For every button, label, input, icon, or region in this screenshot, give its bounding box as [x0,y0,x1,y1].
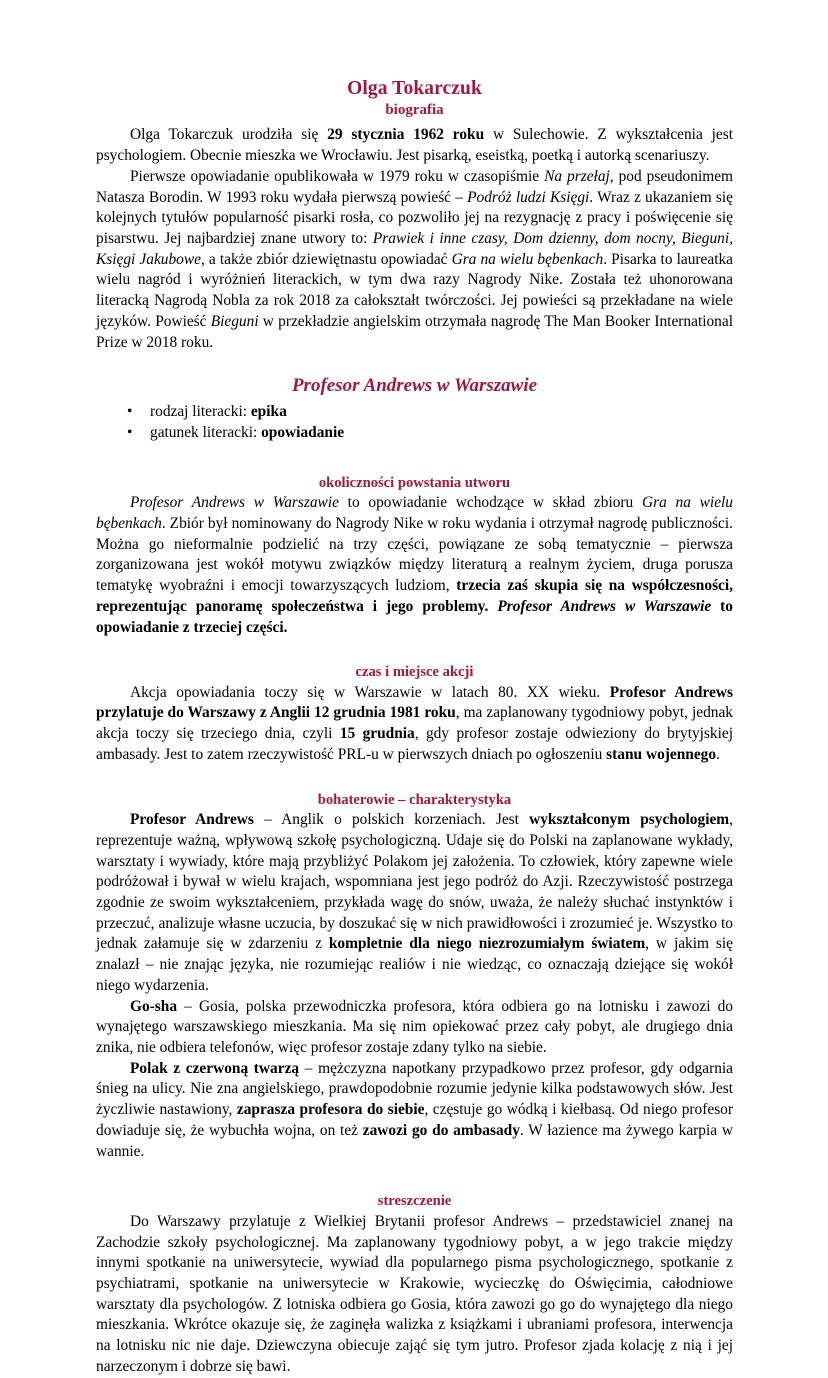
list-item [96,402,733,423]
bio-p2-text-a: Pierwsze opowiadanie opublikowała w 1979 roku w czasopiśmie [130,167,545,185]
time-place-text-c: , gdy profesor zostaje odwieziony do brytyjskiej ambasady. Jest to zatem rzeczywistość PRL-u w pierwszych dniach po ogłoszeniu [96,725,734,763]
literary-genre-value: opowiadanie [261,423,345,441]
document-subtitle: biografia [385,102,444,119]
work-attributes-list [96,402,733,444]
known-works-titles: Prawiek i inne czasy, Dom dzienny, dom nocny, Bieguni, Księgi Jakubowe [96,230,733,268]
pole-drives-to-embassy: zawozi go do ambasady [362,1121,520,1139]
bio-p2-text-b: , pod pseudonimem Natasza Borodin. W 1993 roku wydała pierwszą powieść – [96,167,733,206]
origins-text-b: . Zbiór był nominowany do Nagrody Nike w roku wydania i otrzymał nagrodę publiczności. Można go nieformalnie podzielić na trzy części, powiązane ze sobą tematycznie – pierwsza zorganizowana jest wokół motywu związków między literaturą a realnym życiem, druga porusza tematykę wyobraźni i emocji towarzyszących ludziom, [96,514,733,595]
work-title: Profesor Andrews w Warszawie [291,375,538,397]
bio-p1-text-c: w Sulechowie. Z wykształcenia jest psychologiem. Obecnie mieszka we Wrocławiu. Jest pisarką, eseistką, poetką i autorką scenariuszy. [96,126,733,165]
action-date: 15 grudnia [339,725,415,743]
literary-kind-value: epika [250,403,287,421]
bio-p2-text-c: . Wraz z ukazaniem się kolejnych tytułów popularność pisarki rosła, co pozwoliło jej na rezygnację z pracy i poświęcenie się pisarstwu. Jej najbardziej znane utwory to: [96,188,733,248]
andrews-incomprehensible-world: kompletnie dla niego niezrozumiałym światem [328,935,646,953]
document-title: Olga Tokarczuk [347,78,482,99]
origins-emphasis-third-part: trzecia zaś skupia się na współczesności, reprezentując panoramę społeczeństwa i jego problemy. [96,577,734,615]
time-place-text-a: Akcja opowiadania toczy się w Warszawie w latach 80. XX wieku. [130,683,610,701]
section-heading-summary: streszczenie [377,1193,452,1210]
andrews-text-a: – Anglik o polskich korzeniach. Jest [253,811,530,829]
gosha-text-a: – Gosia, polska przewodniczka profesora, która odbiera go na lotnisku i zawozi do wynajętego warszawskiego mieszkania. Ma się nim opiekować przez cały pobyt, ale drugiego dnia znika, nie odbiera telefonów, więc profesor zostaje zdany tylko na siebie. [96,997,733,1057]
bio-p2-text-f: w przekładzie angielskim otrzymała nagrodę The Man Booker International Prize w 2018 roku. [96,312,733,351]
pole-text-c: . W łazience ma żywego karpia w wannie. [96,1121,733,1160]
bio-p1-text-a: Olga Tokarczuk urodziła się [130,126,328,144]
origins-work-title-bold: Profesor Andrews w Warszawie [497,597,712,615]
novel-title-bieguni: Bieguni [210,312,259,330]
bio-p2-text-e: . Pisarka to laureatka wielu nagród i wyróżnień literackich, w tym dwa razy Nagrody Nike. Została też uhonorowana literacką Nagrodą Nobla za rok 2018 za całokształt twórczości. Jej powieści są przekładane na wiele języków. Powieść [96,250,733,330]
content-column [96,78,733,1378]
section-heading-characters: bohaterowie – charakterystyka [317,791,512,808]
biography-paragraph-2 [96,167,733,353]
arrival-detail: Profesor Andrews przylatuje do Warszawy z Anglii 12 grudnia 1981 roku [96,683,733,722]
bullet-icon: • [127,403,133,421]
section-heading-time-place: czas i miejsce akcji [355,664,474,681]
birth-date: 29 stycznia 1962 roku [327,126,485,144]
pole-text-a: – mężczyzna napotkany przypadkowo przez profesor, gdy odgarnia śnieg na ulicy. Nie zna angielskiego, prawdopodobnie rozumie jedynie kilka podstawowych słów. Jest życzliwie nastawiony, [96,1059,734,1119]
literary-genre-label: gatunek literacki: [150,423,262,441]
time-place-text-b: , ma zaplanowany tygodniowy pobyt, jednak akcja toczy się trzeciego dnia, czyli [96,704,733,743]
character-name-gosha: Go-sha [130,997,178,1015]
section-heading-origins: okoliczności powstania utworu [318,474,511,491]
origins-text-d: to opowiadanie z trzeciej części. [96,597,734,636]
origins-work-title: Profesor Andrews w Warszawie [130,494,339,512]
character-name-andrews: Profesor Andrews [130,811,254,829]
summary-paragraph: Do Warszawy przylatuje z Wielkiej Brytanii profesor Andrews – przedstawiciel znanej na Zachodzie szkoły psychologicznej. Ma zaplanowany tygodniowy pobyt, a w jego trakcie między innymi spotkanie na uniwersytecie, wywiad dla popularnego pisma psychologicznego, spotkanie z psychiatrami, spotkanie na uniwersytecie w Krakowie, wycieczkę do Oświęcimia, całodniowe warsztaty dla psychologów. Z lotniska odbiera go Gosia, która zawozi go go do wynajętego dla niego mieszkania. Wkrótce okazuje się, że zaginęła walizka z książkami i ubraniami profesora, interwencja na lotnisku nic nie daje. Dziewczyna obiecuje zająć się tym jutro. Profesor zjada kolację z nią i jej narzeczonym i dobrze się bawi. [96,1212,733,1375]
bullet-icon: • [127,423,133,441]
character-name-pole: Polak z czerwoną twarzą [130,1059,300,1077]
character-paragraph-andrews [96,810,733,996]
origins-text-a: to opowiadanie wchodzące w skład zbioru [338,494,642,512]
andrews-text-c: , w jakim się znalazł – nie znając języka, nie rozumiejąc realiów i nie wiedząc, co oznaczają dziejące się wokół niego wydarzenia. [96,935,733,994]
story-collection-title: Gra na wielu bębenkach [451,250,604,268]
origins-paragraph [96,493,733,638]
origins-collection-title: Gra na wielu bębenkach [96,494,733,532]
martial-law-term: stanu wojennego [606,745,717,763]
time-place-text-d: . [716,745,720,763]
literary-kind-label: rodzaj literacki: [150,403,251,421]
list-item [96,423,733,444]
time-place-paragraph [96,683,733,766]
novel-title-first: Podróż ludzi Księgi [467,188,590,206]
origins-text-space [488,598,497,615]
character-paragraph-pole [96,1059,733,1163]
andrews-profession: wykształconym psychologiem [529,811,730,829]
pole-text-b: , częstuje go wódką i kiełbasą. Od niego profesor dowiaduje się, że wybuchła wojna, on też [96,1101,734,1139]
magazine-title: Na przełaj [544,167,610,185]
bio-p2-text-d: , a także zbiór dziewiętnastu opowiadać [200,250,452,268]
character-paragraph-gosha [96,997,733,1059]
andrews-text-b: , reprezentuje ważną, wpływową szkołę psychologiczną. Udaje się do Polski na zaplanowane wykłady, warsztaty i wywiady, które mają przybliżyć Polakom jej założenia. To człowiek, który zapewne wiele podróżował i bywał w wielu krajach, wspomniana jest jego podróż do Azji. Rzeczywistość postrzega zgodnie ze swoim wykształceniem, przykłada wagę do snów, uważa, że należy słuchać instynktów i przeczuć, analizuje własne uczucia, by doszukać się w nich prawidłowości i zrozumieć je. Wszystko to jednak załamuje się w zdarzeniu z [96,811,733,953]
pole-invitation: zaprasza profesora do siebie [236,1101,425,1119]
biography-paragraph-1 [96,125,733,166]
